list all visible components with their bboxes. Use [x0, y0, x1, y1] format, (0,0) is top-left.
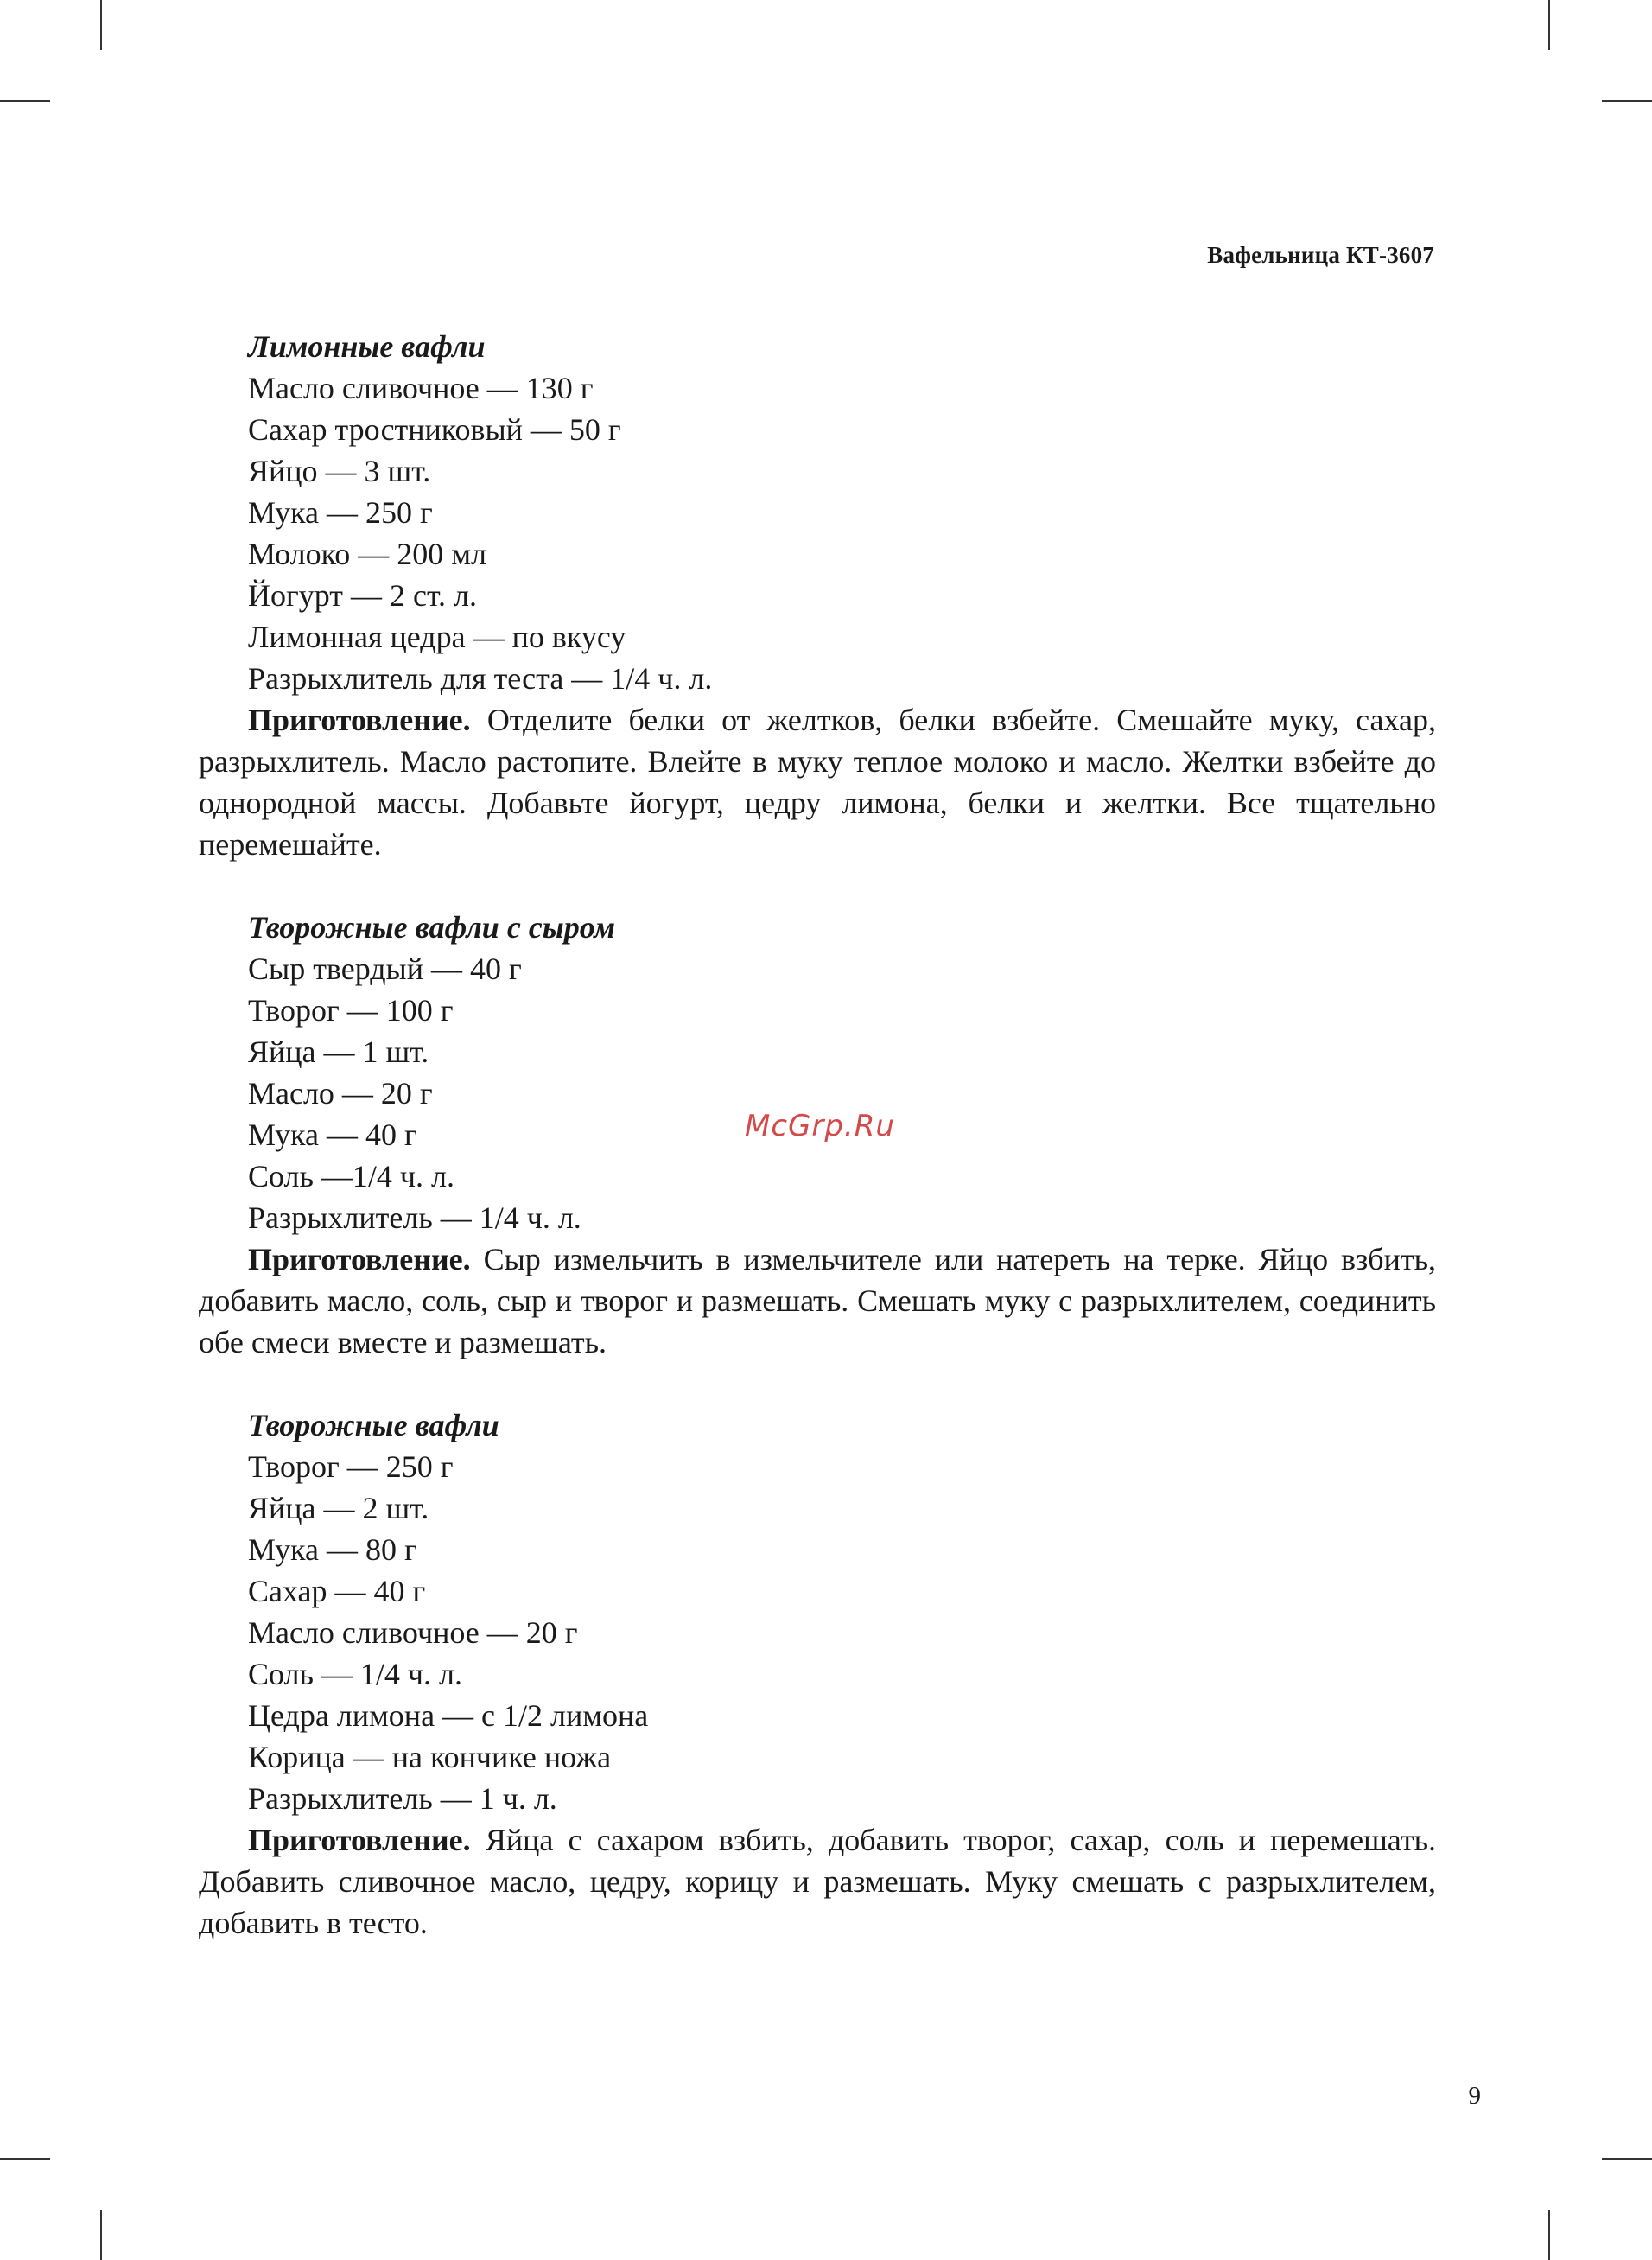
ingredient-list [199, 948, 1436, 1238]
method-paragraph [199, 1819, 1436, 1944]
watermark-link[interactable]: McGrp.Ru [745, 1109, 895, 1143]
ingredient-item: Сахар тростниковый — 50 г [248, 412, 621, 447]
crop-mark-top-right [1548, 0, 1550, 50]
method-text: Сыр измельчить в измельчителе или натереть на терке. Яйцо взбить, добавить масло, соль, сыр и творог и размешать. Смешать муку с разрыхлителем, соединить обе смеси вместе и размешать. [199, 1242, 1437, 1359]
ingredient-item: Соль —1/4 ч. л. [248, 1159, 454, 1194]
recipe-title: Творожные вафли с сыром [248, 910, 616, 945]
ingredient-item: Разрыхлитель для теста — 1/4 ч. л. [248, 661, 713, 696]
crop-mark-right-bottom [1602, 2158, 1652, 2160]
ingredient-list [199, 1446, 1436, 1819]
ingredient-item: Йогурт — 2 ст. л. [248, 578, 477, 613]
ingredient-item: Разрыхлитель — 1 ч. л. [248, 1781, 557, 1816]
ingredient-item: Яйца — 2 шт. [248, 1491, 429, 1525]
ingredient-item: Масло сливочное — 130 г [248, 371, 594, 405]
method-paragraph [199, 699, 1436, 865]
crop-mark-bottom-right [1548, 2210, 1550, 2260]
ingredient-item: Молоко — 200 мл [248, 537, 487, 571]
ingredient-item: Яйца — 1 шт. [248, 1035, 429, 1069]
ingredient-item: Цедра лимона — с 1/2 лимона [248, 1698, 649, 1733]
method-label: Приготовление. [248, 703, 471, 737]
method-text: Яйца с сахаром взбить, добавить творог, сахар, соль и перемешать. Добавить сливочное масло, цедру, корицу и размешать. Муку смешать с разрыхлителем, добавить в тесто. [199, 1823, 1436, 1940]
ingredient-item: Мука — 80 г [248, 1532, 417, 1567]
recipe-title: Лимонные вафли [248, 329, 486, 364]
ingredient-item: Творог — 100 г [248, 993, 454, 1028]
ingredient-item: Лимонная цедра — по вкусу [248, 620, 626, 654]
ingredient-item: Корица — на кончике ножа [248, 1740, 612, 1774]
ingredient-item: Соль — 1/4 ч. л. [248, 1657, 462, 1691]
method-text: Отделите белки от желтков, белки взбейте. Смешайте муку, сахар, разрыхлитель. Масло растопите. Влейте в муку теплое молоко и масло. Желтки взбейте до однородной массы. Добавьте йогурт, цедру лимона, белки и желтки. Все тщательно перемешайте. [199, 703, 1436, 862]
method-paragraph [199, 1238, 1436, 1363]
ingredient-item: Мука — 250 г [248, 495, 433, 530]
recipe-title: Творожные вафли [248, 1408, 499, 1442]
crop-mark-right-top [1602, 100, 1652, 102]
ingredient-item: Мука — 40 г [248, 1117, 417, 1152]
ingredient-item: Разрыхлитель — 1/4 ч. л. [248, 1200, 581, 1235]
ingredient-item: Сахар — 40 г [248, 1574, 426, 1608]
method-label: Приготовление. [248, 1823, 471, 1857]
ingredient-item: Творог — 250 г [248, 1449, 454, 1484]
crop-mark-left-top [0, 100, 50, 102]
method-label: Приготовление. [248, 1242, 471, 1276]
page-number: 9 [1468, 2082, 1481, 2110]
recipe-cottage-cheese-waffles [199, 1404, 1436, 1944]
ingredient-item: Яйцо — 3 шт. [248, 454, 431, 488]
running-head: Вафельница КТ-3607 [1207, 242, 1434, 268]
crop-mark-top-left [100, 0, 102, 50]
ingredient-list [199, 367, 1436, 699]
crop-mark-bottom-left [100, 2210, 102, 2260]
crop-mark-left-bottom [0, 2158, 50, 2160]
recipe-lemon-waffles [199, 326, 1436, 865]
ingredient-item: Масло — 20 г [248, 1076, 433, 1111]
ingredient-item: Масло сливочное — 20 г [248, 1615, 578, 1650]
ingredient-item: Сыр твердый — 40 г [248, 952, 522, 986]
